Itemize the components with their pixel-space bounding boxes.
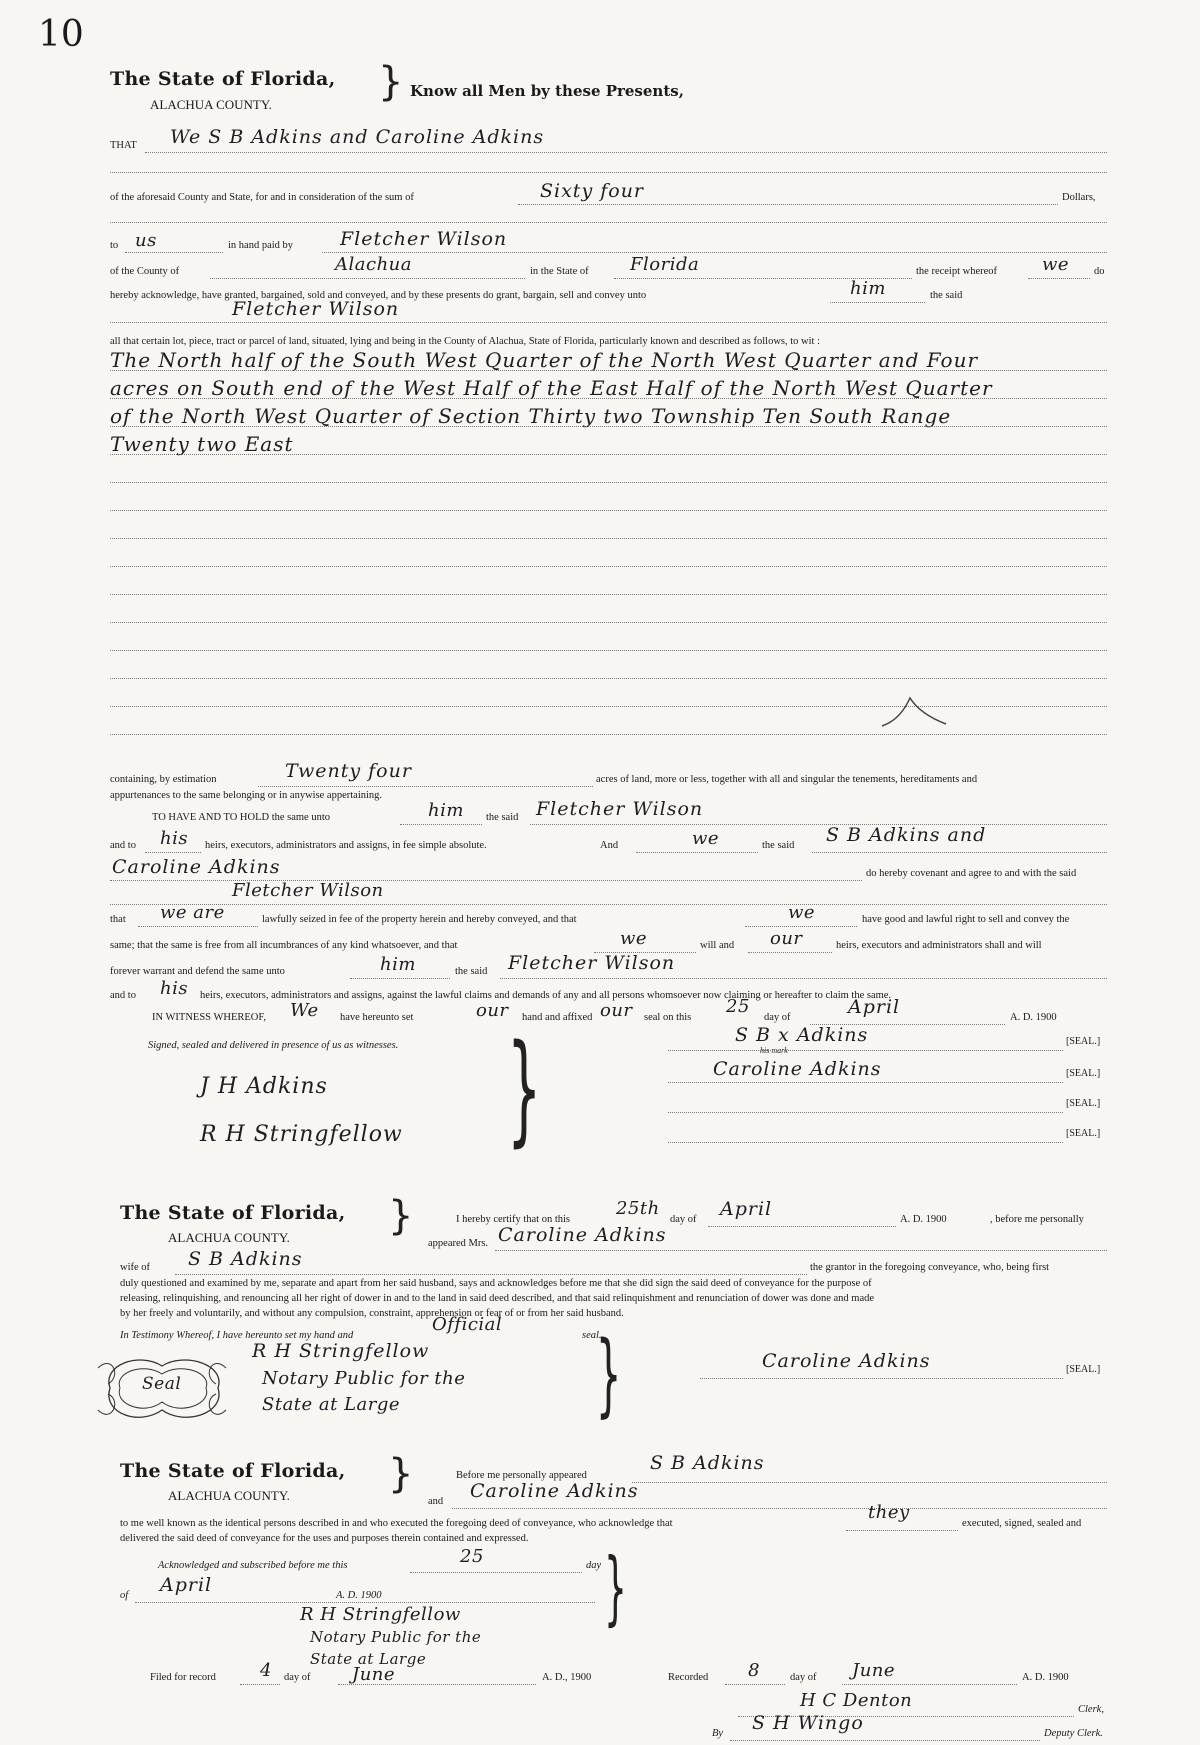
seal-label: [SEAL.] <box>1066 1098 1101 1109</box>
description-line: Twenty two East <box>110 432 294 456</box>
rule <box>322 252 1107 253</box>
his-handwritten: his <box>160 828 189 849</box>
rec-day-of: day of <box>790 1672 817 1683</box>
description-line: acres on South end of the West Half of the East Half of the North West Quarter <box>110 376 993 400</box>
cert2-notary-signature: R H Stringfellow <box>300 1604 461 1625</box>
clerk-signature: H C Denton <box>800 1690 913 1711</box>
rule <box>110 880 862 881</box>
rule <box>636 852 758 853</box>
notary-seal-text: Seal <box>142 1374 182 1394</box>
filed-text: Filed for record <box>150 1672 216 1683</box>
day-of-text: day of <box>764 1012 791 1023</box>
rule <box>110 482 1107 483</box>
rule <box>110 594 1107 595</box>
cert2-notary-state: State at Large <box>310 1650 427 1668</box>
grantee3-handwritten: Fletcher Wilson <box>232 880 384 901</box>
the-said2-label: the said <box>762 840 795 851</box>
all-that-text: all that certain lot, piece, tract or parcel of land, situated, lying and being in the County of Alachua, State of Florida, particularly known and described as follows, to wit : <box>110 336 821 347</box>
cert1-wife-of: wife of <box>120 1262 151 1273</box>
rule <box>725 1684 785 1685</box>
rule <box>668 1050 1063 1051</box>
have-said-label: the said <box>486 812 519 823</box>
cert2-and: and <box>428 1496 444 1507</box>
cert1-day-of: day of <box>670 1214 697 1225</box>
cert2-brace-right: } <box>603 1541 627 1634</box>
day-handwritten: 25 <box>726 996 750 1017</box>
to-have-text: TO HAVE AND TO HOLD the same unto <box>152 812 331 823</box>
cert1-before-me: , before me personally <box>990 1214 1084 1225</box>
hereby-text: hereby acknowledge, have granted, bargained, sold and conveyed, and by these presents do grant, bargain, sell and convey unto <box>110 290 647 301</box>
rule <box>110 904 1107 905</box>
and-to-label: and to <box>110 840 136 851</box>
in-hand-paid: in hand paid by <box>228 240 294 251</box>
rule <box>110 322 1107 323</box>
filed-ad: A. D., 1900 <box>542 1672 592 1683</box>
seal-label: [SEAL.] <box>1066 1036 1101 1047</box>
rule <box>110 538 1107 539</box>
sum-handwritten: Sixty four <box>540 180 645 202</box>
header-brace: } <box>378 59 404 105</box>
cert1-state-heading: The State of Florida, <box>120 1202 346 1224</box>
cert2-executed: executed, signed, sealed and <box>962 1518 1082 1529</box>
we2-handwritten: we <box>788 902 816 923</box>
cert2-day-label: day <box>586 1560 602 1571</box>
rule <box>350 978 450 979</box>
rule <box>258 786 593 787</box>
rule <box>110 398 1107 399</box>
cert2-before-me: Before me personally appeared <box>456 1470 587 1481</box>
rule <box>110 566 1107 567</box>
rule <box>410 1572 582 1573</box>
acres-handwritten: Twenty four <box>285 760 412 782</box>
rec-ad: A. D. 1900 <box>1022 1672 1069 1683</box>
dollars-label: Dollars, <box>1062 192 1096 203</box>
rule <box>500 978 1107 979</box>
county-handwritten: Alachua <box>335 254 412 275</box>
rule <box>110 172 1107 173</box>
clerk-label: Clerk, <box>1078 1704 1104 1715</box>
know-all-heading: Know all Men by these Presents, <box>410 82 684 100</box>
rule <box>495 1250 1107 1251</box>
good-right-text: have good and lawful right to sell and convey the <box>862 914 1070 925</box>
caroline-handwritten: Caroline Adkins <box>112 856 281 878</box>
rule <box>518 204 1058 205</box>
witness-we-handwritten: We <box>290 1000 319 1021</box>
cert1-appeared: appeared Mrs. <box>428 1238 489 1249</box>
cert2-county-heading: ALACHUA COUNTY. <box>168 1488 290 1503</box>
cert2-acknowledged: Acknowledged and subscribed before me this <box>158 1560 348 1571</box>
rule <box>210 278 525 279</box>
aforesaid-text: of the aforesaid County and State, for and in consideration of the sum of <box>110 192 414 203</box>
rule <box>145 152 1107 153</box>
rule <box>138 926 258 927</box>
of-county-text: of the County of <box>110 266 180 277</box>
rec-month-handwritten: June <box>852 1660 896 1681</box>
rule <box>125 252 223 253</box>
cert2-day-handwritten: 25 <box>460 1546 484 1567</box>
grantors2-handwritten: S B Adkins and <box>826 824 987 846</box>
rule <box>145 852 201 853</box>
our3-handwritten: our <box>600 1000 633 1021</box>
cert2-ad: A. D. 1900 <box>336 1590 382 1601</box>
rule <box>110 650 1107 651</box>
deputy-label: Deputy Clerk. <box>1044 1728 1103 1739</box>
forever-text: forever warrant and defend the same unto <box>110 966 285 977</box>
our-handwritten: our <box>770 928 803 949</box>
rule <box>400 824 482 825</box>
receipt-handwritten: we <box>1042 254 1070 275</box>
rule <box>708 1226 896 1227</box>
filed-month-handwritten: June <box>352 1664 396 1685</box>
rule <box>745 926 857 927</box>
do-label: do <box>1094 266 1105 277</box>
rule <box>668 1142 1063 1143</box>
by-label: By <box>712 1728 724 1739</box>
cert1-body-line: releasing, relinquishing, and renouncing all her right of dower in and to the land in said deed described, and that said relinquishment and renunciation of dower was done and made <box>120 1293 875 1304</box>
description-line: The North half of the South West Quarter of the North West Quarter and Four <box>110 348 979 372</box>
caret-mark <box>880 690 950 730</box>
will-and-text: will and <box>700 940 735 951</box>
grantors-handwritten: We S B Adkins and Caroline Adkins <box>170 126 545 148</box>
witness-brace: } <box>506 1020 542 1159</box>
cert2-state-heading: The State of Florida, <box>120 1460 346 1482</box>
grantor1-signature: S B x Adkins <box>735 1024 869 1046</box>
seal-on-text: seal on this <box>644 1012 692 1023</box>
rule <box>812 852 1107 853</box>
rule <box>338 1684 536 1685</box>
cert1-brace: } <box>388 1193 414 1239</box>
signed-sealed-text: Signed, sealed and delivered in presence of us as witnesses. <box>148 1040 399 1051</box>
cert2-month-handwritten: April <box>160 1574 213 1596</box>
seal-label: [SEAL.] <box>1066 1364 1101 1375</box>
rule <box>530 824 1107 825</box>
cert1-notary-title: Notary Public for the <box>262 1368 466 1389</box>
rule <box>842 1684 1017 1685</box>
rule <box>748 952 832 953</box>
ad-text: A. D. 1900 <box>1010 1012 1057 1023</box>
cert1-day-handwritten: 25th <box>616 1198 660 1219</box>
rule <box>110 370 1107 371</box>
have-set-text: have hereunto set <box>340 1012 414 1023</box>
witness1-signature: J H Adkins <box>200 1074 328 1099</box>
heirs-exec-text: heirs, executors and administrators shall and will <box>836 940 1042 951</box>
rule <box>110 706 1107 707</box>
cert1-month-handwritten: April <box>720 1198 773 1220</box>
rule <box>175 1274 807 1275</box>
covenant-text: do hereby covenant and agree to and with the said <box>866 868 1077 879</box>
cert1-notary-state: State at Large <box>262 1394 401 1415</box>
rule <box>240 1684 280 1685</box>
seal-label: [SEAL.] <box>1066 1128 1101 1139</box>
rule <box>110 734 1107 735</box>
rule <box>830 302 925 303</box>
the-said3-label: the said <box>455 966 488 977</box>
him2-handwritten: him <box>380 954 416 975</box>
rule <box>668 1082 1063 1083</box>
we3-handwritten: we <box>620 928 648 949</box>
cert1-body-line: duly questioned and examined by me, separate and apart from her said husband, says and acknowledges before me that she did sign the said deed of conveyance for the purpose of <box>120 1278 872 1289</box>
his2-handwritten: his <box>160 978 189 999</box>
cert1-certify-text: I hereby certify that on this <box>456 1214 571 1225</box>
rule <box>452 1508 1107 1509</box>
page-number: 10 <box>38 14 84 55</box>
that-label: THAT <box>110 140 137 151</box>
cert2-they-handwritten: they <box>868 1502 910 1523</box>
cert2-well-known: to me well known as the identical persons described in and who executed the foregoing deed of conveyance, who acknowledge that <box>120 1518 673 1529</box>
filed-day-handwritten: 4 <box>260 1660 272 1681</box>
state-heading: The State of Florida, <box>110 68 336 90</box>
acres-text: acres of land, more or less, together with all and singular the tenements, hereditaments and <box>596 774 978 785</box>
county-heading: ALACHUA COUNTY. <box>150 97 272 112</box>
receipt-text: the receipt whereof <box>916 266 998 277</box>
cert1-testimony: In Testimony Whereof, I have hereunto set my hand and <box>120 1330 354 1341</box>
grantor1-mark: his mark <box>760 1046 788 1055</box>
grantee4-handwritten: Fletcher Wilson <box>508 952 676 974</box>
and-to2-label: and to <box>110 990 136 1001</box>
rule <box>135 1602 595 1603</box>
recorded-text: Recorded <box>668 1672 709 1683</box>
description-line: of the North West Quarter of Section Thirty two Township Ten South Range <box>110 404 952 428</box>
grantor2-signature: Caroline Adkins <box>713 1058 882 1080</box>
grantee2-handwritten: Fletcher Wilson <box>232 298 400 320</box>
rule <box>1028 278 1090 279</box>
have-grantee-handwritten: Fletcher Wilson <box>536 798 704 820</box>
rec-day-handwritten: 8 <box>748 1660 760 1681</box>
rule <box>668 1112 1063 1113</box>
cert1-ad: A. D. 1900 <box>900 1214 947 1225</box>
in-state-text: in the State of <box>530 266 589 277</box>
have-handwritten: him <box>428 800 464 821</box>
rule <box>846 1530 958 1531</box>
we-handwritten: we <box>692 828 720 849</box>
our2-handwritten: our <box>476 1000 509 1021</box>
cert1-husband-handwritten: S B Adkins <box>188 1248 303 1270</box>
lawfully-text: lawfully seized in fee of the property herein and hereby conveyed, and that <box>262 914 577 925</box>
cert2-of-label: of <box>120 1590 129 1601</box>
cert1-notary-signature: R H Stringfellow <box>252 1340 430 1362</box>
rule <box>110 678 1107 679</box>
cert2-brace: } <box>388 1451 414 1497</box>
seal-label: [SEAL.] <box>1066 1068 1101 1079</box>
witness-text: IN WITNESS WHEREOF, <box>152 1012 266 1023</box>
cert1-name-handwritten: Caroline Adkins <box>498 1224 667 1246</box>
cert1-grantor-text: the grantor in the foregoing conveyance, who, being first <box>810 1262 1050 1273</box>
rule <box>110 510 1107 511</box>
heirs-text: heirs, executors, administrators and assigns, in fee simple absolute. <box>205 840 487 851</box>
filed-day-of: day of <box>284 1672 311 1683</box>
deputy-signature: S H Wingo <box>752 1712 864 1734</box>
heirs-claims-text: heirs, executors, administrators and assigns, against the lawful claims and demands of any and all persons whomsoever now claiming or hereafter to claim the same. <box>200 990 892 1001</box>
cert1-seal-word: seal. <box>582 1330 602 1341</box>
same-free-text: same; that the same is free from all incumbrances of any kind whatsoever, and that <box>110 940 458 951</box>
hand-affixed-text: hand and affixed <box>522 1012 593 1023</box>
grantee-handwritten: Fletcher Wilson <box>340 228 508 250</box>
cert1-county-heading: ALACHUA COUNTY. <box>168 1230 290 1245</box>
cert2-delivered: delivered the said deed of conveyance for the uses and purposes therein contained and expressed. <box>120 1533 529 1544</box>
cert1-notary-brace: } <box>595 1322 622 1427</box>
rule <box>700 1378 1063 1379</box>
the-said-label: the said <box>930 290 963 301</box>
month-handwritten: April <box>848 996 901 1018</box>
rule <box>110 426 1107 427</box>
rule <box>110 222 1107 223</box>
and-label: And <box>600 840 619 851</box>
rule <box>730 1740 1040 1741</box>
that-label2: that <box>110 914 126 925</box>
are-handwritten: we are <box>160 902 225 923</box>
cert2-notary-title: Notary Public for the <box>310 1628 482 1646</box>
appurtenances-text: appurtenances to the same belonging or in anywise appertaining. <box>110 790 383 801</box>
to-label: to <box>110 240 119 251</box>
unto-handwritten: him <box>850 278 886 299</box>
cert1-caroline-signature: Caroline Adkins <box>762 1350 931 1372</box>
state-handwritten: Florida <box>630 254 700 275</box>
rule <box>110 454 1107 455</box>
to-handwritten: us <box>135 230 157 251</box>
cert1-official-handwritten: Official <box>432 1314 503 1335</box>
cert2-name2-handwritten: Caroline Adkins <box>470 1480 639 1502</box>
rule <box>632 1482 1107 1483</box>
witness2-signature: R H Stringfellow <box>200 1122 403 1147</box>
cert1-body-line: by her freely and voluntarily, and without any compulsion, constraint, apprehension or fear of or from her said husband. <box>120 1308 624 1319</box>
containing-text: containing, by estimation <box>110 774 217 785</box>
cert2-name1-handwritten: S B Adkins <box>650 1452 765 1474</box>
rule <box>110 622 1107 623</box>
